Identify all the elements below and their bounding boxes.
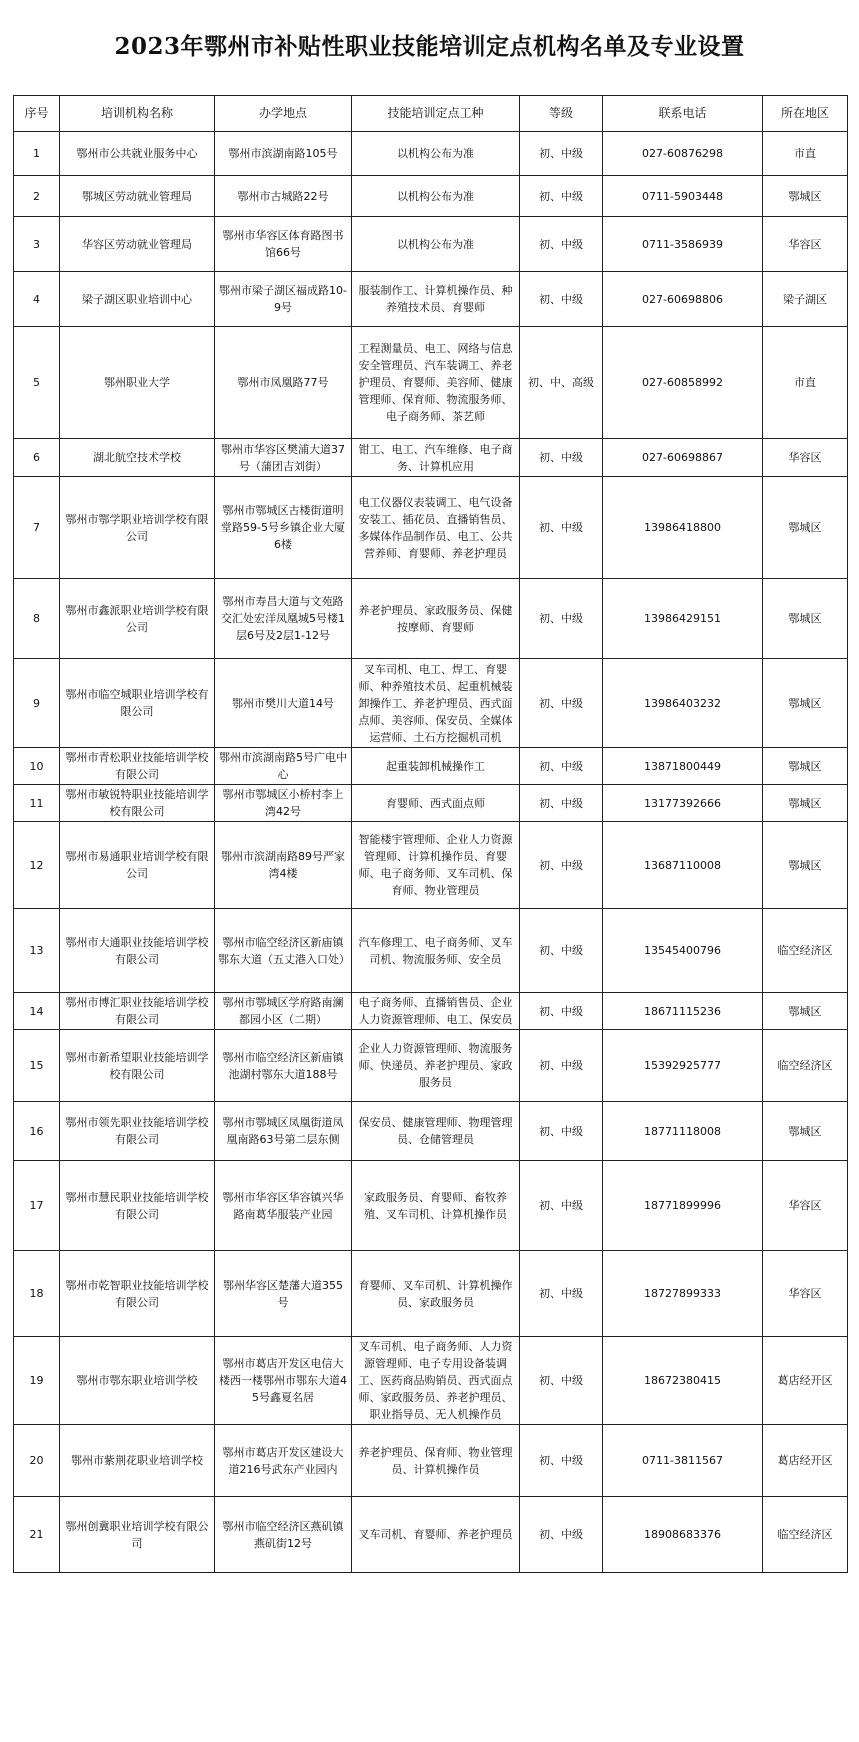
- address: 鄂州市梁子湖区福成路10-9号: [215, 272, 352, 327]
- table-row: [14, 1161, 848, 1251]
- table-row: [14, 327, 848, 439]
- header-phone: 联系电话: [603, 96, 763, 132]
- table-row: [14, 439, 848, 477]
- row-number: 12: [14, 822, 60, 909]
- skills: 起重装卸机械操作工: [352, 748, 520, 785]
- table-row: [14, 176, 848, 217]
- institution-name: 鄂州市易通职业培训学校有限公司: [60, 822, 215, 909]
- phone: 0711-3811567: [603, 1425, 763, 1497]
- region: 鄂城区: [763, 785, 848, 822]
- level: 初、中级: [520, 748, 603, 785]
- skills: 汽车修理工、电子商务师、叉车司机、物流服务师、安全员: [352, 909, 520, 993]
- phone: 18771899996: [603, 1161, 763, 1251]
- phone: 13545400796: [603, 909, 763, 993]
- level: 初、中级: [520, 1425, 603, 1497]
- region: 临空经济区: [763, 909, 848, 993]
- table-row: [14, 1102, 848, 1161]
- institution-name: 鄂州市青松职业技能培训学校有限公司: [60, 748, 215, 785]
- table-header-row: [14, 96, 848, 132]
- skills: 以机构公布为准: [352, 132, 520, 176]
- address: 鄂州市寿昌大道与文苑路交汇处宏洋凤凰城5号楼1层6号及2层1-12号: [215, 579, 352, 659]
- row-number: 5: [14, 327, 60, 439]
- phone: 18672380415: [603, 1337, 763, 1425]
- institution-name: 鄂州创冀职业培训学校有限公司: [60, 1497, 215, 1573]
- skills: 服装制作工、计算机操作员、种养殖技术员、育婴师: [352, 272, 520, 327]
- row-number: 14: [14, 993, 60, 1030]
- level: 初、中级: [520, 993, 603, 1030]
- region: 鄂城区: [763, 748, 848, 785]
- phone: 18671115236: [603, 993, 763, 1030]
- region: 葛店经开区: [763, 1337, 848, 1425]
- phone: 15392925777: [603, 1030, 763, 1102]
- level: 初、中级: [520, 822, 603, 909]
- address: 鄂州市凤凰路77号: [215, 327, 352, 439]
- table-row: [14, 1251, 848, 1337]
- institution-name: 鄂州市鄂学职业培训学校有限公司: [60, 477, 215, 579]
- level: 初、中级: [520, 132, 603, 176]
- address: 鄂州市华容区体育路图书馆66号: [215, 217, 352, 272]
- row-number: 3: [14, 217, 60, 272]
- region: 华容区: [763, 1251, 848, 1337]
- row-number: 8: [14, 579, 60, 659]
- level: 初、中级: [520, 659, 603, 748]
- table-row: [14, 1030, 848, 1102]
- skills: 以机构公布为准: [352, 176, 520, 217]
- row-number: 15: [14, 1030, 60, 1102]
- region: 临空经济区: [763, 1497, 848, 1573]
- address: 鄂州市樊川大道14号: [215, 659, 352, 748]
- phone: 13687110008: [603, 822, 763, 909]
- header-region: 所在地区: [763, 96, 848, 132]
- row-number: 19: [14, 1337, 60, 1425]
- region: 临空经济区: [763, 1030, 848, 1102]
- region: 鄂城区: [763, 993, 848, 1030]
- table-row: [14, 272, 848, 327]
- level: 初、中级: [520, 909, 603, 993]
- table-row: [14, 477, 848, 579]
- address: 鄂州市葛店开发区电信大楼西一楼鄂州市鄂东大道45号鑫夏名居: [215, 1337, 352, 1425]
- address: 鄂州华容区楚藩大道355号: [215, 1251, 352, 1337]
- institution-name: 鄂州市大通职业技能培训学校有限公司: [60, 909, 215, 993]
- row-number: 17: [14, 1161, 60, 1251]
- row-number: 13: [14, 909, 60, 993]
- address: 鄂州市华容区樊浦大道37号（蒲团吉刘街）: [215, 439, 352, 477]
- institution-name: 鄂州市乾智职业技能培训学校有限公司: [60, 1251, 215, 1337]
- institution-name: 鄂城区劳动就业管理局: [60, 176, 215, 217]
- institution-name: 鄂州市领先职业技能培训学校有限公司: [60, 1102, 215, 1161]
- table-row: [14, 909, 848, 993]
- level: 初、中级: [520, 477, 603, 579]
- region: 鄂城区: [763, 176, 848, 217]
- level: 初、中级: [520, 579, 603, 659]
- region: 鄂城区: [763, 822, 848, 909]
- skills: 叉车司机、电工、焊工、育婴师、种养殖技术员、起重机械装卸操作工、养老护理员、西式面点师、美容师、保安员、全媒体运营师、土石方挖掘机司机: [352, 659, 520, 748]
- institution-name: 梁子湖区职业培训中心: [60, 272, 215, 327]
- institution-name: 鄂州市新希望职业技能培训学校有限公司: [60, 1030, 215, 1102]
- skills: 电工仪器仪表装调工、电气设备安装工、插花员、直播销售员、多媒体作品制作员、电工、公共营养师、育婴师、养老护理员: [352, 477, 520, 579]
- institution-name: 鄂州市鄂东职业培训学校: [60, 1337, 215, 1425]
- address: 鄂州市鄂城区学府路南澜都园小区（二期）: [215, 993, 352, 1030]
- level: 初、中、高级: [520, 327, 603, 439]
- region: 华容区: [763, 217, 848, 272]
- region: 市直: [763, 327, 848, 439]
- skills: 以机构公布为准: [352, 217, 520, 272]
- table-row: [14, 822, 848, 909]
- row-number: 1: [14, 132, 60, 176]
- phone: 0711-3586939: [603, 217, 763, 272]
- region: 市直: [763, 132, 848, 176]
- table-row: [14, 1337, 848, 1425]
- skills: 钳工、电工、汽车维修、电子商务、计算机应用: [352, 439, 520, 477]
- header-skills: 技能培训定点工种: [352, 96, 520, 132]
- table-row: [14, 785, 848, 822]
- row-number: 6: [14, 439, 60, 477]
- skills: 育婴师、西式面点师: [352, 785, 520, 822]
- table-row: [14, 132, 848, 176]
- address: 鄂州市葛店开发区建设大道216号武东产业园内: [215, 1425, 352, 1497]
- phone: 027-60858992: [603, 327, 763, 439]
- institution-table: [13, 95, 848, 1573]
- institution-name: 湖北航空技术学校: [60, 439, 215, 477]
- phone: 13986429151: [603, 579, 763, 659]
- level: 初、中级: [520, 272, 603, 327]
- phone: 13177392666: [603, 785, 763, 822]
- skills: 养老护理员、家政服务员、保健按摩师、育婴师: [352, 579, 520, 659]
- level: 初、中级: [520, 176, 603, 217]
- skills: 企业人力资源管理师、物流服务师、快递员、养老护理员、家政服务员: [352, 1030, 520, 1102]
- header-address: 办学地点: [215, 96, 352, 132]
- region: 鄂城区: [763, 659, 848, 748]
- table-row: [14, 993, 848, 1030]
- table-row: [14, 1497, 848, 1573]
- institution-name: 鄂州市博汇职业技能培训学校有限公司: [60, 993, 215, 1030]
- level: 初、中级: [520, 217, 603, 272]
- skills: 电子商务师、直播销售员、企业人力资源管理师、电工、保安员: [352, 993, 520, 1030]
- skills: 家政服务员、育婴师、畜牧养殖、叉车司机、计算机操作员: [352, 1161, 520, 1251]
- phone: 0711-5903448: [603, 176, 763, 217]
- row-number: 7: [14, 477, 60, 579]
- phone: 027-60698867: [603, 439, 763, 477]
- institution-name: 鄂州市紫荆花职业培训学校: [60, 1425, 215, 1497]
- skills: 保安员、健康管理师、物理管理员、仓储管理员: [352, 1102, 520, 1161]
- region: 梁子湖区: [763, 272, 848, 327]
- institution-name: 鄂州市敏锐特职业技能培训学校有限公司: [60, 785, 215, 822]
- phone: 027-60876298: [603, 132, 763, 176]
- level: 初、中级: [520, 1030, 603, 1102]
- address: 鄂州市临空经济区燕矶镇燕矶街12号: [215, 1497, 352, 1573]
- phone: 18771118008: [603, 1102, 763, 1161]
- region: 鄂城区: [763, 579, 848, 659]
- institution-name: 鄂州市鑫派职业培训学校有限公司: [60, 579, 215, 659]
- address: 鄂州市临空经济区新庙镇池湖村鄂东大道188号: [215, 1030, 352, 1102]
- institution-name: 鄂州职业大学: [60, 327, 215, 439]
- level: 初、中级: [520, 785, 603, 822]
- region: 鄂城区: [763, 477, 848, 579]
- row-number: 2: [14, 176, 60, 217]
- row-number: 9: [14, 659, 60, 748]
- header-name: 培训机构名称: [60, 96, 215, 132]
- level: 初、中级: [520, 439, 603, 477]
- region: 鄂城区: [763, 1102, 848, 1161]
- phone: 13871800449: [603, 748, 763, 785]
- address: 鄂州市临空经济区新庙镇鄂东大道（五丈港入口处）: [215, 909, 352, 993]
- phone: 18727899333: [603, 1251, 763, 1337]
- phone: 027-60698806: [603, 272, 763, 327]
- level: 初、中级: [520, 1251, 603, 1337]
- level: 初、中级: [520, 1161, 603, 1251]
- region: 华容区: [763, 1161, 848, 1251]
- address: 鄂州市滨湖南路105号: [215, 132, 352, 176]
- address: 鄂州市鄂城区小桥村李上湾42号: [215, 785, 352, 822]
- address: 鄂州市鄂城区古楼街道明堂路59-5号乡镇企业大厦6楼: [215, 477, 352, 579]
- header-level: 等级: [520, 96, 603, 132]
- address: 鄂州市滨湖南路5号广电中心: [215, 748, 352, 785]
- address: 鄂州市鄂城区凤凰街道凤凰南路63号第二层东侧: [215, 1102, 352, 1161]
- table-row: [14, 217, 848, 272]
- skills: 养老护理员、保育师、物业管理员、计算机操作员: [352, 1425, 520, 1497]
- table-row: [14, 659, 848, 748]
- row-number: 10: [14, 748, 60, 785]
- phone: 13986403232: [603, 659, 763, 748]
- skills: 智能楼宇管理师、企业人力资源管理师、计算机操作员、育婴师、电子商务师、叉车司机、保育师、物业管理员: [352, 822, 520, 909]
- phone: 13986418800: [603, 477, 763, 579]
- skills: 叉车司机、育婴师、养老护理员: [352, 1497, 520, 1573]
- header-no: 序号: [14, 96, 60, 132]
- institution-name: 华容区劳动就业管理局: [60, 217, 215, 272]
- phone: 18908683376: [603, 1497, 763, 1573]
- row-number: 11: [14, 785, 60, 822]
- address: 鄂州市华容区华容镇兴华路南葛华服装产业园: [215, 1161, 352, 1251]
- table-row: [14, 1425, 848, 1497]
- institution-name: 鄂州市临空城职业培训学校有限公司: [60, 659, 215, 748]
- region: 华容区: [763, 439, 848, 477]
- row-number: 18: [14, 1251, 60, 1337]
- level: 初、中级: [520, 1102, 603, 1161]
- level: 初、中级: [520, 1337, 603, 1425]
- skills: 叉车司机、电子商务师、人力资源管理师、电子专用设备装调工、医药商品购销员、西式面点师、家政服务员、养老护理员、职业指导员、无人机操作员: [352, 1337, 520, 1425]
- institution-name: 鄂州市公共就业服务中心: [60, 132, 215, 176]
- row-number: 16: [14, 1102, 60, 1161]
- row-number: 4: [14, 272, 60, 327]
- region: 葛店经开区: [763, 1425, 848, 1497]
- institution-name: 鄂州市慧民职业技能培训学校有限公司: [60, 1161, 215, 1251]
- table-row: [14, 748, 848, 785]
- skills: 育婴师、叉车司机、计算机操作员、家政服务员: [352, 1251, 520, 1337]
- level: 初、中级: [520, 1497, 603, 1573]
- address: 鄂州市滨湖南路89号严家湾4楼: [215, 822, 352, 909]
- row-number: 20: [14, 1425, 60, 1497]
- table-row: [14, 579, 848, 659]
- page-title: 2023年鄂州市补贴性职业技能培训定点机构名单及专业设置: [114, 33, 745, 60]
- address: 鄂州市古城路22号: [215, 176, 352, 217]
- skills: 工程测量员、电工、网络与信息安全管理员、汽车装调工、养老护理员、育婴师、美容师、健康管理师、保育师、物流服务师、电子商务师、茶艺师: [352, 327, 520, 439]
- row-number: 21: [14, 1497, 60, 1573]
